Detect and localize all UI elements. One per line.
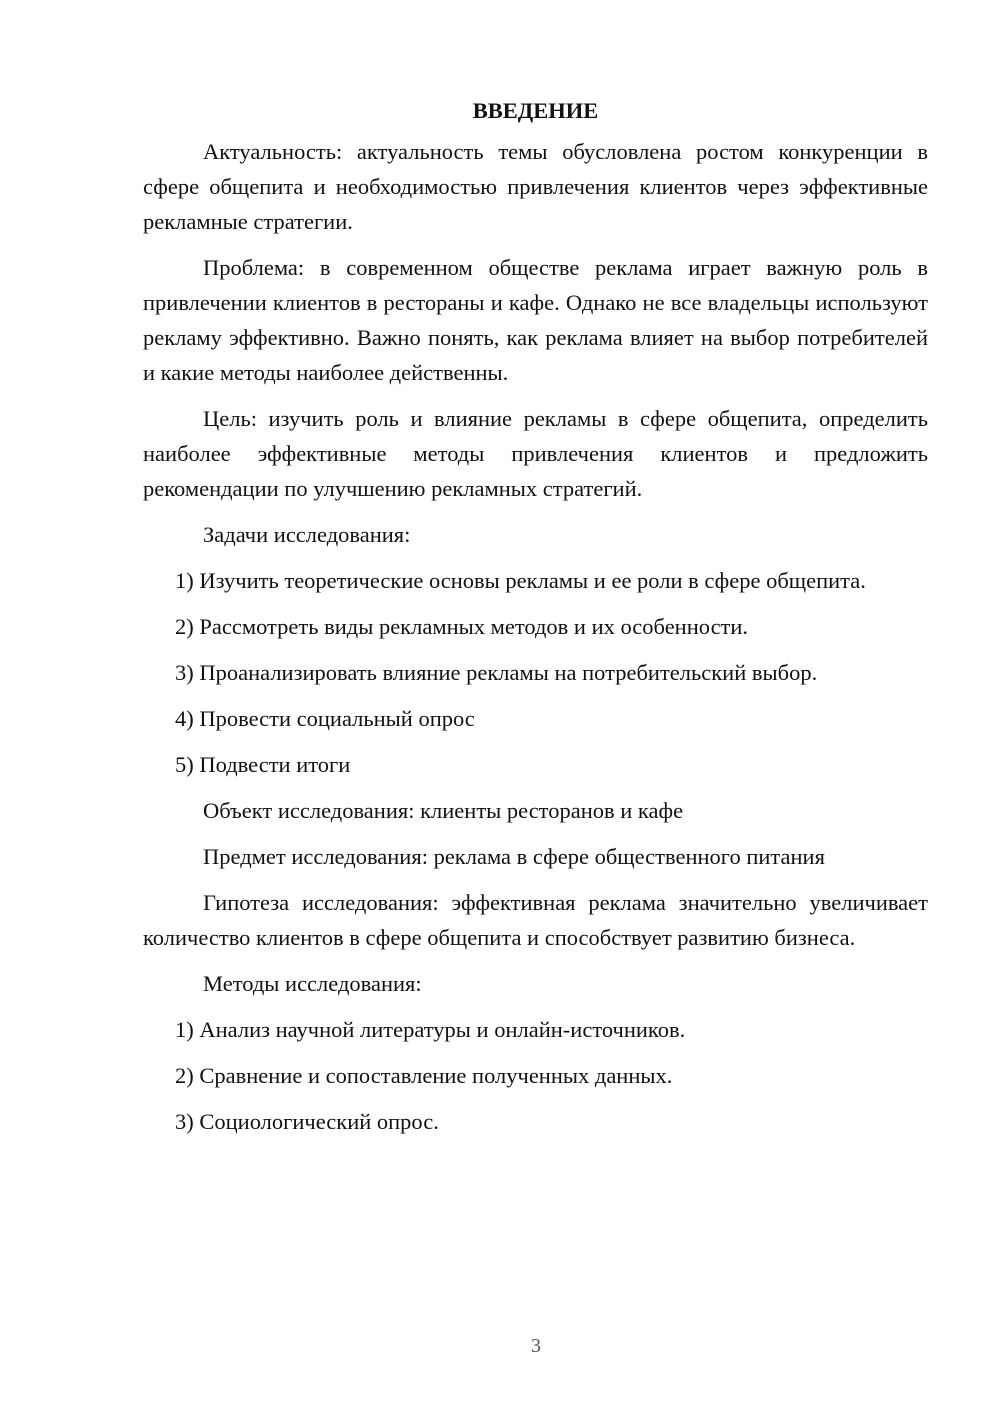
object-paragraph: Объект исследования: клиенты ресторанов и кафе — [203, 798, 684, 823]
problem-paragraph: Проблема: в современном обществе реклама играет важную роль в привлечении клиентов в рестораны и кафе. Однако не все владельцы используют рекламу эффективно. Важно понять, как реклама влияет на выбор потребителей и какие методы наиболее действенны. — [143, 255, 928, 385]
task-item: 5) Подвести итоги — [175, 752, 351, 777]
section-heading: ВВЕДЕНИЕ — [472, 98, 599, 123]
hypothesis-paragraph: Гипотеза исследования: эффективная реклама значительно увеличивает количество клиентов в сфере общепита и способствует развитию бизнеса. — [143, 890, 928, 950]
method-item: 3) Социологический опрос. — [175, 1109, 439, 1134]
task-item: 1) Изучить теоретические основы рекламы и ее роли в сфере общепита. — [175, 568, 866, 593]
relevance-paragraph: Актуальность: актуальность темы обусловлена ростом конкуренции в сфере общепита и необходимостью привлечения клиентов через эффективные рекламные стратегии. — [143, 139, 928, 234]
subject-paragraph: Предмет исследования: реклама в сфере общественного питания — [203, 844, 825, 869]
method-item: 2) Сравнение и сопоставление полученных данных. — [175, 1063, 673, 1088]
goal-paragraph: Цель: изучить роль и влияние рекламы в сфере общепита, определить наиболее эффективные методы привлечения клиентов и предложить рекомендации по улучшению рекламных стратегий. — [143, 406, 928, 501]
page-number: 3 — [531, 1335, 541, 1357]
page-content — [143, 93, 928, 1150]
tasks-heading: Задачи исследования: — [203, 522, 411, 547]
task-item: 2) Рассмотреть виды рекламных методов и их особенности. — [175, 614, 749, 639]
methods-heading: Методы исследования: — [203, 971, 422, 996]
task-item: 4) Провести социальный опрос — [175, 706, 475, 731]
method-item: 1) Анализ научной литературы и онлайн-источников. — [175, 1017, 686, 1042]
task-item: 3) Проанализировать влияние рекламы на потребительский выбор. — [175, 660, 818, 685]
